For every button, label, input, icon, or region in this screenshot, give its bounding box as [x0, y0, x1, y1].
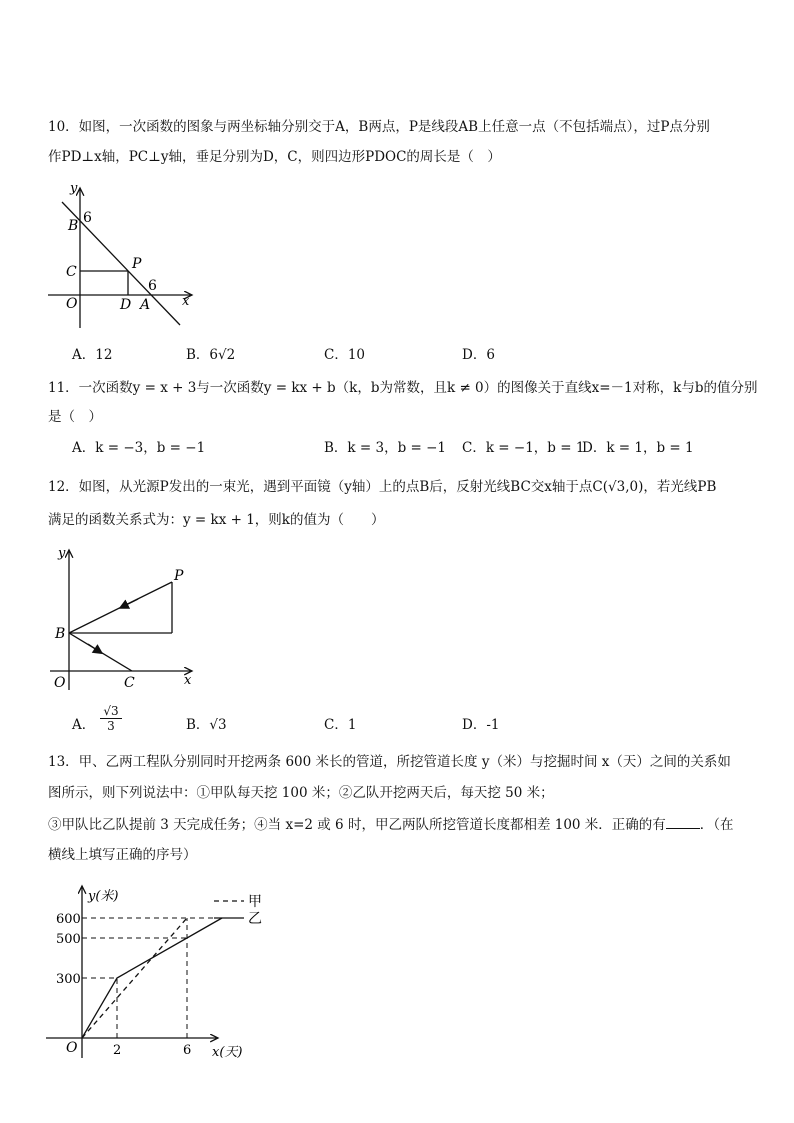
q12-label-p: P — [174, 568, 184, 584]
q10-option-d: D．6 — [462, 347, 495, 363]
q12-option-d: D．-1 — [462, 717, 500, 733]
q13-legend-label-jia: 甲 — [248, 894, 262, 910]
q12-label-x: x — [184, 673, 192, 688]
q13-legend — [214, 894, 262, 927]
q13-line3-text: ③甲队比乙队提前 3 天完成任务；④当 x=2 或 6 时，甲乙两队所挖管道长度都相差 100 米．正确的有 — [48, 817, 666, 833]
q13-chart — [40, 880, 280, 1065]
q10-label-six-x: 6 — [148, 278, 157, 294]
q10-label-p: P — [132, 256, 142, 272]
q12-label-o: O — [54, 675, 66, 691]
q12-label-y: y — [58, 546, 66, 561]
q12-line1: 12．如图，从光源P发出的一束光，遇到平面镜（y轴）上的点B后，反射光线BC交x轴于点C(√3,0)，若光线PB — [48, 479, 717, 495]
q12-option-a-num: √3 — [100, 704, 122, 719]
q13-line4: 横线上填写正确的序号） — [48, 847, 197, 863]
q12-ray-pb — [69, 582, 172, 633]
q13-ytick-500: 500 — [56, 932, 81, 947]
q13-line2: 图所示，则下列说法中：①甲队每天挖 100 米；②乙队开挖两天后，每天挖 50 米； — [48, 785, 554, 801]
q10-label-d: D — [120, 297, 132, 313]
q10-label-c: C — [66, 264, 77, 280]
q13-series-jia — [82, 918, 187, 1038]
q10-line1: 10．如图，一次函数的图象与两坐标轴分别交于A，B两点，P是线段AB上任意一点（不包括端点），过P点分别 — [48, 119, 710, 135]
q13-ytick-600: 600 — [56, 912, 81, 927]
q11-line1: 11．一次函数y = x + 3与一次函数y = kx + b（k，b为常数，且k ≠ 0）的图像关于直线x=－1对称，k与b的值分别 — [48, 380, 758, 396]
q13-answer-blank[interactable] — [666, 814, 700, 829]
q12-ray-pb-arrow — [122, 599, 138, 607]
q10-label-a: A — [140, 297, 151, 313]
q10-option-c: C．10 — [324, 347, 366, 363]
q13-xtick-6: 6 — [183, 1043, 192, 1058]
q12-option-a-fraction — [100, 704, 122, 733]
q11-option-a: A．k = −3，b = −1 — [72, 440, 206, 456]
q10-label-six-y: 6 — [83, 210, 92, 226]
q13-xlabel: x(天) — [212, 1045, 243, 1060]
q12-option-a-den: 3 — [107, 719, 115, 733]
q11-option-b: B．k = 3，b = −1 — [324, 440, 447, 456]
q12-option-a-label: A． — [72, 717, 96, 733]
q10-line2: 作PD⊥x轴，PC⊥y轴，垂足分别为D，C，则四边形PDOC的周长是（ ） — [48, 149, 501, 165]
q11-option-c: C．k = −1，b = 1 — [462, 440, 585, 456]
q13-ytick-300: 300 — [56, 972, 81, 987]
q11-line2: 是（ ） — [48, 409, 102, 425]
q13-origin: O — [66, 1040, 78, 1056]
q12-figure — [44, 545, 204, 695]
q10-label-x: x — [182, 294, 190, 309]
q10-label-o: O — [66, 296, 78, 312]
q12-label-c: C — [124, 675, 135, 691]
q10-label-y: y — [70, 181, 78, 196]
q13-xtick-2: 2 — [113, 1043, 122, 1058]
q10-option-a: A．12 — [72, 347, 113, 363]
q12-option-c: C．1 — [324, 717, 357, 733]
q13-legend-label-yi: 乙 — [248, 911, 262, 927]
q12-option-b: B．√3 — [186, 717, 227, 733]
q12-label-b: B — [55, 626, 66, 642]
q13-line3 — [48, 814, 734, 835]
q12-line2: 满足的函数关系式为：y = kx + 1，则k的值为（ ） — [48, 512, 385, 528]
q10-option-b: B．6√2 — [186, 347, 236, 363]
q10-figure — [40, 180, 210, 330]
q12-ray-bc-arrow — [88, 644, 100, 652]
q13-line3-tail: ．（在 — [699, 817, 734, 833]
q10-label-b: B — [68, 218, 79, 234]
q13-ylabel: y(米) — [88, 889, 119, 904]
q12-ray-bc — [69, 633, 132, 671]
q13-line1: 13．甲、乙两工程队分别同时开挖两条 600 米长的管道，所挖管道长度 y（米）与挖掘时间 x（天）之间的关系如 — [48, 754, 731, 770]
q11-option-d: D．k = 1，b = 1 — [582, 440, 694, 456]
